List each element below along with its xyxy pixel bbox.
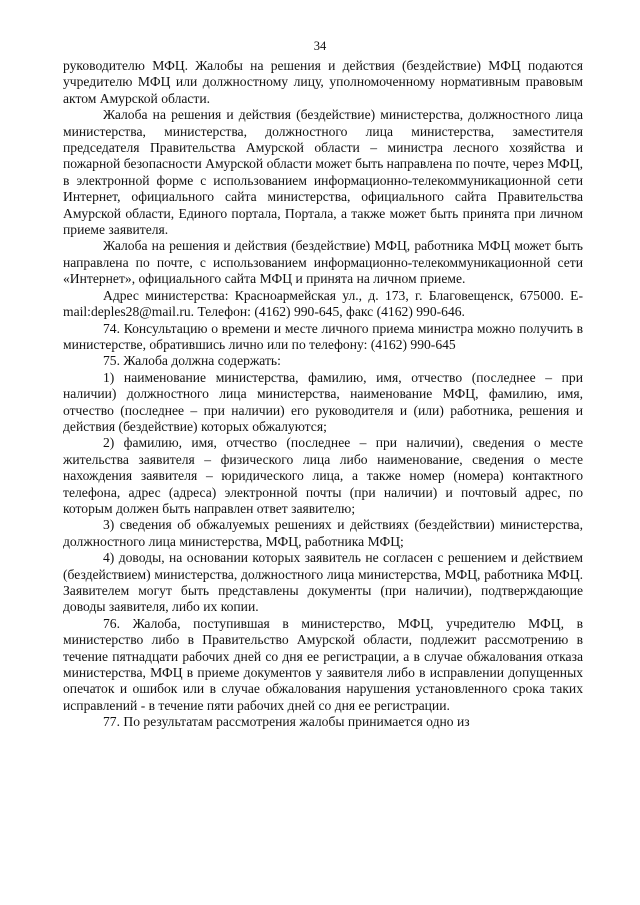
- paragraph-item-77: 77. По результатам рассмотрения жалобы принимается одно из: [103, 714, 470, 730]
- paragraph-item-76: 76. Жалоба, поступившая в министерство, МФЦ, учредителю МФЦ, в министерство либо в Правительство Амурской области, подлежит рассмотрению в течение пятнадцати рабочих дней со дня ее регистрации, а в случае обжалования отказа министерства, МФЦ в приеме документов у заявителя либо в исправлении допущенных опечаток и ошибок или в случае обжалования нарушения установленного срока таких исправлений - в течение пяти рабочих дней со дня ее регистрации.: [63, 615, 583, 713]
- paragraph-ministry-address: Адрес министерства: Красноармейская ул., д. 173, г. Благовещенск, 675000. E-mail:deples28@mail.ru. Телефон: (4162) 990-645, факс (4162) 990-646.: [63, 287, 583, 320]
- paragraph-item-74: 74. Консультацию о времени и месте личного приема министра можно получить в министерстве, обратившись лично или по телефону: (4162) 990-645: [63, 320, 583, 352]
- paragraph-subitem-1: 1) наименование министерства, фамилию, имя, отчество (последнее – при наличии) должностного лица министерства, наименование МФЦ, фамилию, имя, отчество (последнее – при наличии) его руководителя и (или) работника, решения и действия (бездействие) которых обжалуются;: [63, 369, 583, 434]
- paragraph-subitem-4: 4) доводы, на основании которых заявитель не согласен с решением и действием (бездействием) министерства, должностного лица министерства, МФЦ, работника МФЦ. Заявителем могут быть представлены документы (при наличии), подтверждающие доводы заявителя, либо их копии.: [63, 550, 583, 615]
- document-body: [63, 58, 583, 731]
- page-number: 34: [313, 39, 327, 53]
- paragraph-subitem-2: 2) фамилию, имя, отчество (последнее – при наличии), сведения о месте жительства заявителя – физического лица либо наименование, сведения о месте нахождения заявителя – юридического лица, а также номер (номера) контактного телефона, адрес (адреса) электронной почты (при наличии) и почтовый адрес, по которым должен быть направлен ответ заявителю;: [63, 435, 583, 516]
- paragraph-complaint-mfc: Жалоба на решения и действия (бездействие) МФЦ, работника МФЦ может быть направлена по почте, с использованием информационно-телекоммуникационной сети «Интернет», официального сайта МФЦ и принята на личном приеме.: [63, 238, 583, 287]
- paragraph-subitem-3: 3) сведения об обжалуемых решениях и действиях (бездействии) министерства, должностного лица министерства, МФЦ, работника МФЦ;: [63, 517, 583, 549]
- paragraph-item-75: 75. Жалоба должна содержать:: [103, 353, 281, 369]
- paragraph-continuation: руководителю МФЦ. Жалобы на решения и действия (бездействие) МФЦ подаются учредителю МФЦ или должностному лицу, уполномоченному нормативным правовым актом Амурской области.: [63, 58, 583, 106]
- paragraph-complaint-ministry: Жалоба на решения и действия (бездействие) министерства, должностного лица министерства, министерства, должностного лица министерства, заместителя председателя Правительства Амурской области – министра лесного хозяйства и пожарной безопасности Амурской области может быть направлена по почте, через МФЦ, в электронной форме с использованием информационно-телекоммуникационной сети Интернет, официального сайта министерства, официального сайта Правительства Амурской области, Единого портала, Портала, а также может быть принята при личном приеме заявителя.: [63, 107, 583, 238]
